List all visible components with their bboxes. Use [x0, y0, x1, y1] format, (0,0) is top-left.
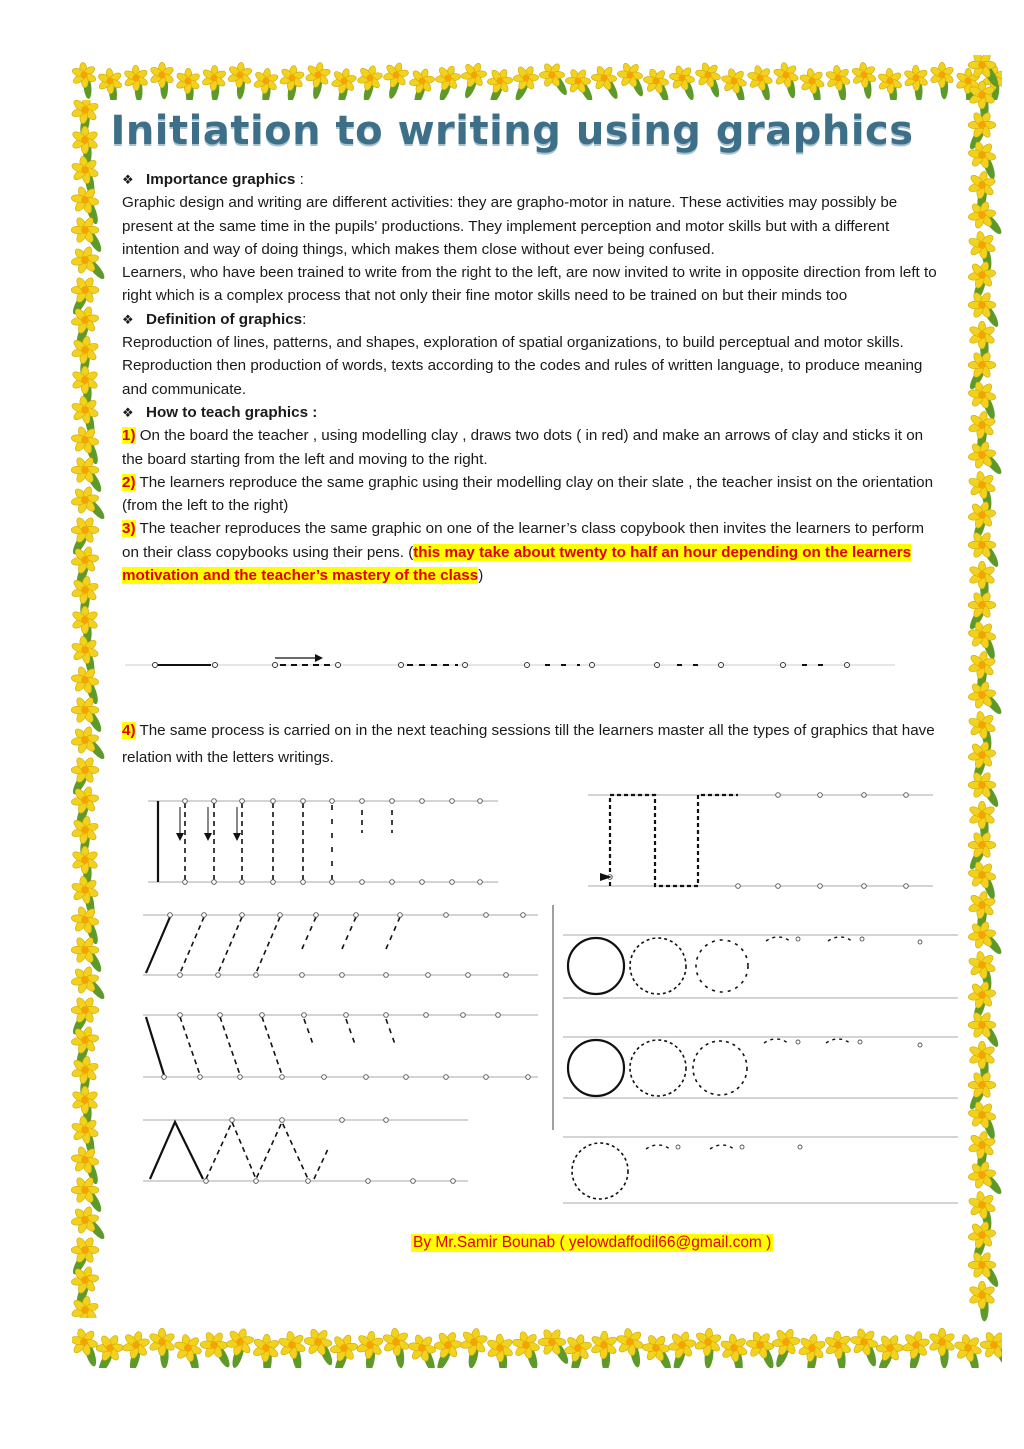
author-credit: By Mr.Samir Bounab ( yelowdaffodil66@gmail.com )	[413, 1234, 772, 1251]
importance-paragraph-2: Learners, who have been trained to write from the right to the left, are now invited to write in opposite direction from left to right which is a complex process that not only their fine motor skills need to be trained on but their minds too	[122, 264, 937, 305]
main-content	[122, 168, 937, 587]
step-3-after: )	[478, 567, 484, 585]
drill-vertical-lines	[148, 799, 498, 885]
step-1-number: 1)	[122, 427, 136, 445]
drill-slanted-lines	[143, 913, 538, 978]
diamond-bullet-icon: ❖	[122, 172, 134, 187]
importance-heading-suffix: :	[295, 171, 304, 188]
definition-heading: Definition of graphics	[146, 310, 303, 328]
drill-circles	[563, 935, 958, 1203]
step-4-text: The same process is carried on in the next teaching sessions till the learners master all the types of graphics that have relation with the letters writings.	[122, 722, 935, 766]
step-3	[122, 517, 937, 587]
step-3-number: 3)	[122, 520, 136, 538]
definition-heading-line	[122, 308, 937, 331]
step-4	[122, 717, 937, 771]
drill-zigzag	[143, 1118, 468, 1184]
daffodil-border-bottom	[72, 1318, 1002, 1368]
step-2-number: 2)	[122, 473, 136, 491]
step-2-text: The learners reproduce the same graphic using their modelling clay on their slate , the teacher insist on the orientation (from the left to the right)	[122, 473, 934, 515]
importance-heading: Importance graphics	[146, 171, 296, 188]
graphics-practice-drills	[138, 785, 963, 1210]
importance-paragraph-1: Graphic design and writing are different activities: they are grapho-motor in nature. These activities may possibly be present at the same time in the pupils' productions. They implement perception and motor skills but with a different intention and way of doing things, which makes them close without ever being confused.	[122, 194, 898, 258]
daffodil-border-top	[72, 55, 1002, 100]
how-heading: How to teach graphics :	[146, 403, 318, 421]
how-heading-line	[122, 401, 937, 424]
diamond-bullet-icon: ❖	[122, 404, 134, 420]
step-4-number: 4)	[122, 722, 136, 739]
step-2	[122, 471, 937, 518]
step-1-text: On the board the teacher , using modelling clay , draws two dots ( in red) and make an arrows of clay and sticks it on the board starting from the left and moving to the right.	[122, 427, 924, 468]
definition-heading-suffix: :	[302, 310, 307, 328]
step-3-highlight: this may take about twenty to half an hour depending on the learners motivation and the teacher’s mastery of the class	[122, 543, 912, 585]
drill-backslash-lines	[143, 1013, 538, 1080]
page-title: Initiation to writing using graphics	[110, 108, 914, 154]
drill-square-wave	[588, 793, 933, 889]
diamond-bullet-icon: ❖	[122, 311, 134, 327]
step-1	[122, 424, 937, 471]
importance-heading-line	[122, 168, 937, 191]
graphic-progression-strip	[125, 650, 895, 680]
definition-paragraph: Reproduction of lines, patterns, and shapes, exploration of spatial organizations, to build perceptual and motor skills. Reproduction then production of words, texts according to the codes and rules of written language, to produce meaning and communicate.	[122, 334, 923, 398]
daffodil-border-left	[60, 100, 108, 1318]
step-3-text: The teacher reproduces the same graphic on one of the learner’s class copybook then invites the learners to perform on their class copybooks using their pens. (	[122, 520, 925, 561]
